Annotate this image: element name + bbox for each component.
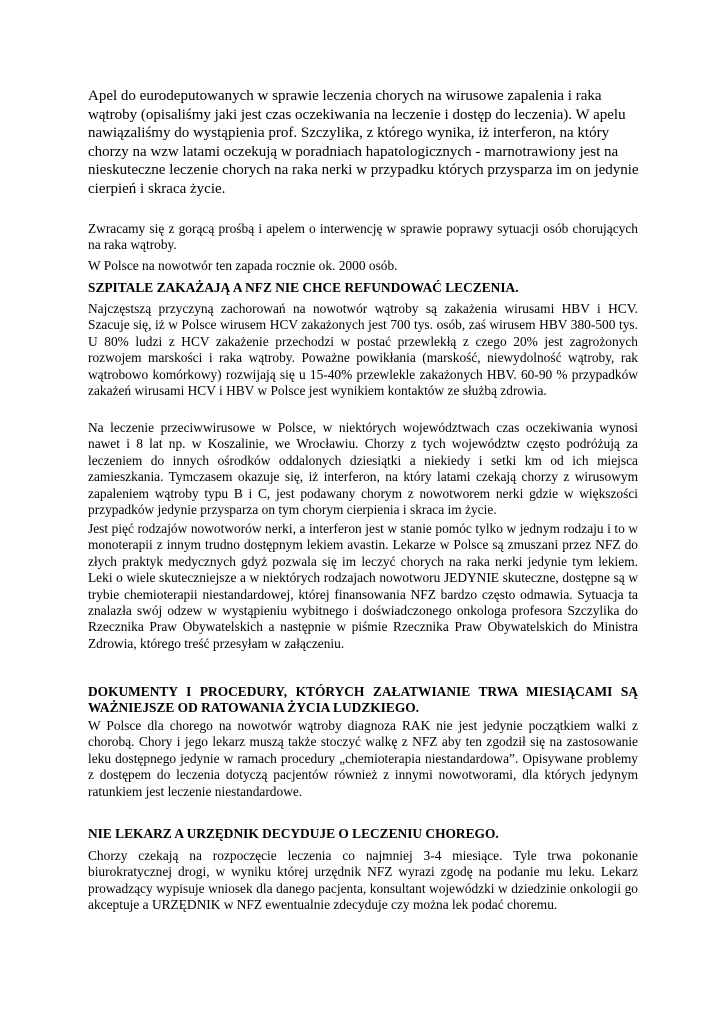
section1-paragraph-1: Najczęstszą przyczyną zachorowań na nowotwór wątroby są zakażenia wirusami HBV i HCV. Szacuje się, iż w Polsce wirusem HCV zakażonych jest 700 tys. osób, zaś wirusem HBV 380-500 tys. U 80% ludzi z HCV zakażenie przechodzi w postać przewlekłą z czego 20% jest zagrożonych rozwojem marskości i raka wątroby. Poważne powikłania (marskość, niewydolność wątroby, rak wątrobowo komórkowy) rozwijają się u 15-40% przewlekle zakażonych HBV. 60-90 % przypadków zakażeń wirusami HCV i HBV w Polsce jest wynikiem kontaktów ze służbą zdrowia. (88, 301, 638, 399)
section-heading-documents: DOKUMENTY I PROCEDURY, KTÓRYCH ZAŁATWIANIE TRWA MIESIĄCAMI SĄ WAŻNIEJSZE OD RATOWANIA ŻYCIA LUDZKIEGO. (88, 684, 638, 715)
section-heading-official: NIE LEKARZ A URZĘDNIK DECYDUJE O LECZENIU CHOREGO. (88, 826, 499, 841)
section1-paragraph-2: Na leczenie przeciwwirusowe w Polsce, w niektórych województwach czas oczekiwania wynosi nawet i 8 lat np. w Koszalinie, we Wrocławiu. Chorzy z tych województw często podróżują za leczeniem do innych ośrodków oddalonych dziesiątki a niekiedy i setki km od ich miejsca zamieszkania. Tymczasem okazuje się, iż interferon, na który latami czekają chorzy z wirusowym zapaleniem wątroby typu B i C, jest podawany chorym z nowotworem nerki gdzie w większości przypadków jedynie przysparza on tym chorym cierpienia i skraca im życie. (88, 420, 638, 518)
section-heading-hospitals: SZPITALE ZAKAŻAJĄ A NFZ NIE CHCE REFUNDOWAĆ LECZENIA. (88, 280, 519, 295)
section2-paragraph-1: W Polsce dla chorego na nowotwór wątroby diagnoza RAK nie jest jedynie początkiem walki z chorobą. Chory i jego lekarz muszą także stoczyć walkę z NFZ aby ten zgodził się na zastosowanie leku dostępnego jedynie w ramach procedury „chemioterapia niestandardowa”. Opisywane problemy z dostępem do leczenia dotyczą pacjentów również z innymi nowotworami, dla których jedynym ratunkiem jest leczenie niestandardowe. (88, 718, 638, 799)
section1-paragraph-3: Jest pięć rodzajów nowotworów nerki, a interferon jest w stanie pomóc tylko w jednym rodzaju i to w monoterapii z innym trudno dostępnym lekiem avastin. Lekarze w Polsce są zmuszani przez NFZ do złych praktyk medycznych gdyż pozwala się im leczyć chorych na raka nerki jedynie tym lekiem. Leki o wiele skuteczniejsze a w niektórych rodzajach nowotworu JEDYNIE skuteczne, dostępne są w trybie chemioterapii niestandardowej, której finansowania NFZ bardzo często odmawia. Sytuacja ta znalazła swój odzew w wystąpieniu wybitnego i doświadczonego onkologa profesora Szczylika do Rzecznika Praw Obywatelskich a następnie w piśmie Rzecznika Praw Obywatelskich do Ministra Zdrowia, którego treść przesyłam w załączeniu. (88, 521, 638, 651)
incidence-paragraph: W Polsce na nowotwór ten zapada rocznie ok. 2000 osób. (88, 258, 398, 273)
intro-paragraph: Apel do eurodeputowanych w sprawie leczenia chorych na wirusowe zapalenia i raka wątroby (opisaliśmy jaki jest czas oczekiwania na leczenie i dostęp do leczenia). W apelu nawiązaliśmy do wystąpienia prof. Szczylika, z którego wynika, iż interferon, na który chorzy na wzw latami oczekują w poradniach hapatologicznych - marnotrawiony jest na nieskuteczne leczenie chorych na raka nerki w przypadku których przysparza im on jedynie cierpień i skraca życie. (88, 88, 639, 197)
appeal-paragraph: Zwracamy się z gorącą prośbą i apelem o interwencję w sprawie poprawy sytuacji osób chorujących na raka wątroby. (88, 221, 638, 253)
section3-paragraph-1: Chorzy czekają na rozpoczęcie leczenia co najmniej 3-4 miesiące. Tyle trwa pokonanie biurokratycznej drogi, w wyniku której urzędnik NFZ wyrazi zgodę na podanie mu leku. Lekarz prowadzący wypisuje wniosek dla danego pacjenta, konsultant wojewódzki w dziedzinie onkologii go akceptuje a URZĘDNIK w NFZ ewentualnie zdecyduje czy można lek podać choremu. (88, 848, 638, 913)
